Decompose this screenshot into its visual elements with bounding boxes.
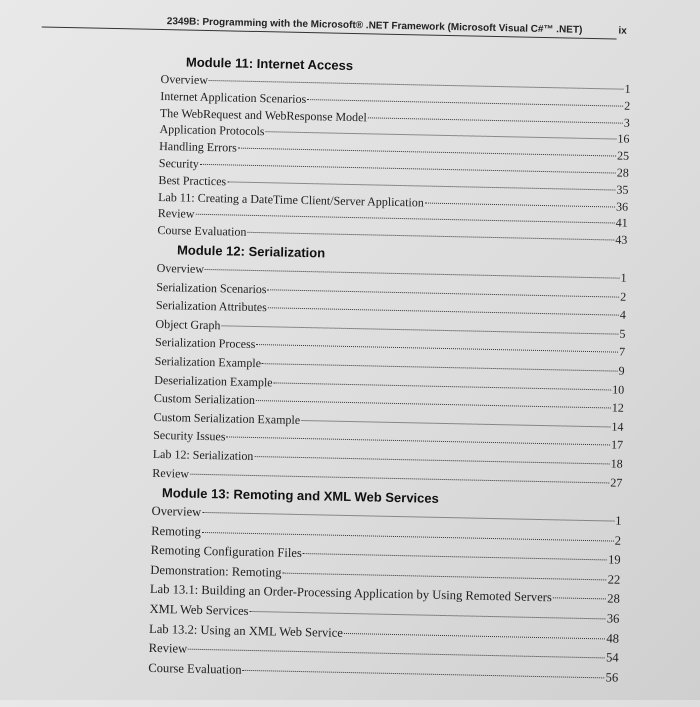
toc-entry-title: Best Practices — [158, 172, 227, 189]
toc-module-section — [148, 484, 622, 688]
dot-leader — [368, 117, 623, 123]
toc-entry-title: Security — [158, 155, 200, 171]
toc-entry-title: Course Evaluation — [157, 223, 247, 239]
dot-leader — [247, 232, 614, 241]
toc-entry-title: Serialization Scenarios — [156, 279, 267, 296]
dot-leader — [307, 99, 623, 107]
toc-entry-title: Custom Serialization Example — [153, 409, 301, 427]
dot-leader — [195, 214, 614, 224]
toc-entry-page: 36 — [606, 611, 620, 626]
toc-entry-page: 2 — [620, 289, 627, 304]
dot-leader — [188, 649, 605, 659]
dot-leader — [262, 363, 618, 371]
toc-entry-title: Review — [148, 641, 188, 656]
toc-entry-page: 28 — [607, 591, 620, 607]
toc-entry-page: 16 — [617, 131, 630, 147]
toc-entry-page: 2 — [614, 533, 622, 548]
toc-entry-page: 41 — [615, 215, 628, 231]
toc-entry-page: 25 — [616, 148, 630, 163]
dot-leader — [190, 473, 609, 483]
table-of-contents — [148, 51, 631, 688]
dot-leader — [303, 553, 607, 560]
dot-leader — [200, 164, 616, 174]
toc-entry-page: 17 — [610, 437, 624, 453]
toc-entry-title: XML Web Services — [149, 601, 249, 618]
toc-entry-title: Remoting — [151, 523, 201, 539]
running-header-title: 2349B: Programming with the Microsoft® .NET Framework (Microsoft Visual C#™ .NET) — [166, 16, 583, 36]
toc-entry-page: 43 — [615, 232, 628, 247]
toc-entry-page: 18 — [610, 456, 623, 471]
dot-leader — [256, 344, 618, 353]
dot-leader — [553, 598, 606, 600]
dot-leader — [268, 307, 619, 315]
toc-entry-title: Overview — [156, 260, 205, 276]
dot-leader — [282, 573, 606, 581]
toc-entry-title: Object Graph — [155, 316, 221, 333]
dot-leader — [202, 512, 614, 522]
toc-entry-title: Handling Errors — [159, 139, 238, 155]
module-heading: Module 11: Internet Access — [185, 54, 354, 74]
toc-entry-page: 48 — [606, 631, 620, 646]
dot-leader — [243, 670, 605, 679]
toc-entry-page: 19 — [607, 552, 621, 567]
module-heading: Module 12: Serialization — [176, 242, 326, 261]
toc-entry-title: Lab 13.2: Using an XML Web Service — [148, 621, 344, 640]
toc-entry-title: Remoting Configuration Files — [150, 543, 303, 561]
toc-entry-page: 7 — [618, 344, 626, 360]
toc-entry-title: Serialization Attributes — [155, 298, 268, 315]
toc-entry-title: The WebRequest and WebResponse Model — [159, 105, 367, 124]
toc-entry-title: Lab 13.1: Building an Order-Processing Application by Using Remoted Servers — [149, 582, 553, 605]
toc-entry-page: 4 — [619, 307, 626, 322]
module-heading: Module 13: Remoting and XML Web Services — [161, 485, 439, 506]
dot-leader — [209, 80, 624, 90]
toc-entry-page: 5 — [619, 326, 626, 341]
toc-module-section — [152, 241, 627, 492]
dot-leader — [344, 633, 606, 639]
toc-entry-page: 36 — [615, 199, 629, 214]
toc-entry-title: Lab 12: Serialization — [152, 446, 254, 463]
toc-entry-page: 54 — [605, 650, 619, 665]
toc-entry-title: Internet Application Scenarios — [160, 88, 307, 106]
dot-leader — [274, 382, 612, 390]
toc-entry-page: 1 — [620, 270, 627, 285]
page-number: ix — [618, 25, 627, 37]
toc-entry-title: Overview — [160, 71, 209, 87]
toc-entry-title: Custom Serialization — [153, 391, 256, 408]
toc-entry-page: 28 — [616, 165, 629, 180]
dot-leader — [226, 437, 610, 446]
toc-entry-page: 2 — [624, 98, 631, 113]
dot-leader — [425, 202, 615, 207]
toc-entry-page: 14 — [611, 419, 624, 434]
toc-entry-title: Security Issues — [153, 428, 226, 444]
dot-leader — [202, 532, 614, 542]
toc-entry-page: 1 — [615, 513, 622, 528]
toc-entry-page: 12 — [611, 400, 624, 415]
dot-leader — [254, 456, 609, 464]
dot-leader — [250, 611, 606, 619]
dot-leader — [227, 181, 615, 190]
toc-entry-page: 27 — [610, 474, 623, 490]
toc-entry-title: Demonstration: Remoting — [150, 562, 282, 580]
toc-entry-title: Lab 11: Creating a DateTime Client/Server Application — [158, 189, 424, 210]
toc-entry-page: 3 — [623, 115, 630, 130]
dot-leader — [268, 289, 620, 297]
dot-leader — [205, 269, 620, 279]
toc-entry-page: 9 — [618, 363, 625, 378]
toc-entry-page: 35 — [616, 182, 629, 197]
toc-entry-page: 56 — [605, 670, 619, 685]
toc-entry-title: Review — [152, 465, 190, 481]
toc-entry-title: Course Evaluation — [148, 660, 242, 677]
toc-entry-page: 22 — [607, 572, 621, 587]
toc-entry-title: Overview — [151, 503, 202, 520]
dot-leader — [238, 148, 616, 157]
toc-module-section — [157, 53, 631, 249]
toc-entry-title: Application Protocols — [159, 122, 265, 139]
toc-entry-page: 10 — [612, 382, 625, 397]
dot-leader — [266, 132, 617, 140]
dot-leader — [221, 325, 618, 334]
toc-entry-title: Serialization Example — [154, 353, 262, 371]
toc-entry-title: Deserialization Example — [154, 372, 273, 389]
toc-entry-title: Review — [157, 206, 195, 222]
dot-leader — [301, 420, 610, 427]
toc-entry-title: Serialization Process — [154, 335, 256, 352]
dot-leader — [256, 400, 611, 408]
toc-entry-page: 1 — [624, 81, 631, 96]
